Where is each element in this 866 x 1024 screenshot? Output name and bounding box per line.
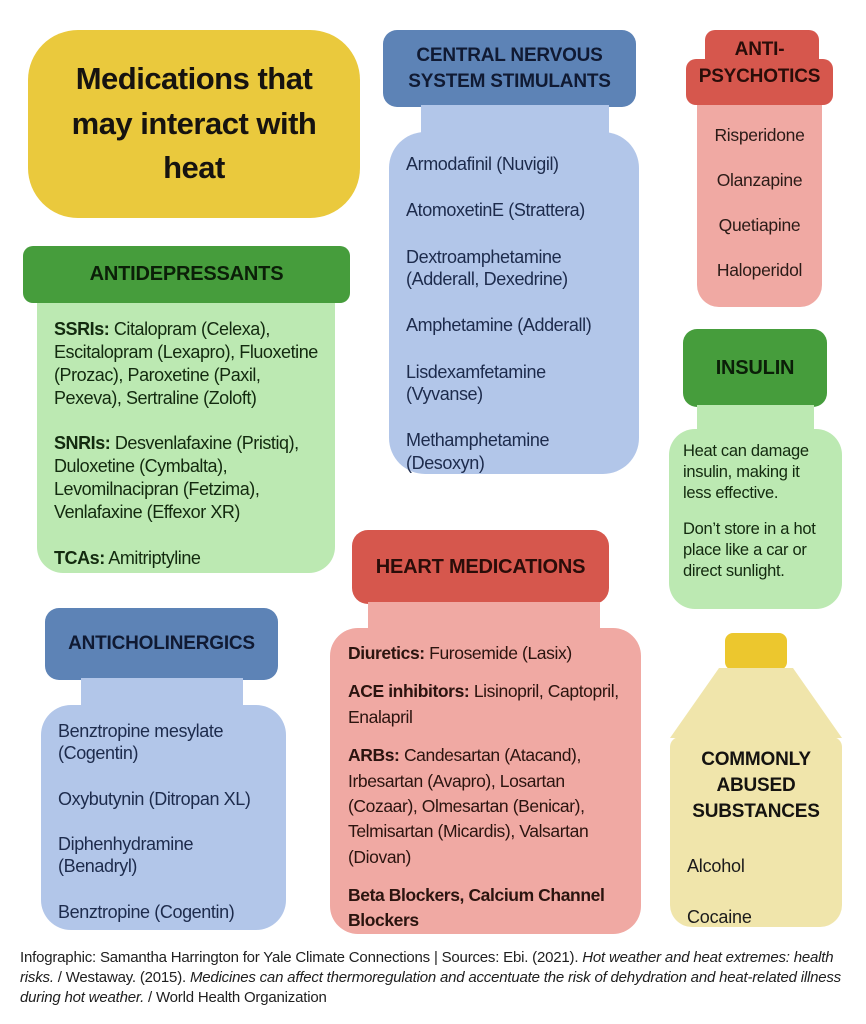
heart-group-arbs (348, 743, 623, 870)
abused-substances-header: COMMONLY ABUSED SUBSTANCES (692, 749, 820, 823)
cns-item: Amphetamine (Adderall) (406, 315, 592, 336)
heart-medications-header: HEART MEDICATIONS (352, 530, 609, 604)
insulin-bottle-body (669, 429, 842, 609)
antipsychotics-item: Risperidone (714, 125, 805, 145)
insulin-paragraph: Don’t store in a hot place like a car or direct sunlight. (683, 520, 816, 580)
heart-bold-line: Beta Blockers, Calcium Channel Blockers (348, 885, 605, 931)
cns-item: Methamphetamine (Desoxyn) (406, 430, 550, 473)
footer-credits (20, 948, 850, 1008)
footer-segment-italic: Hot weather and heat extremes: health risks. (20, 949, 834, 986)
heart-bottle-body (330, 628, 641, 934)
antidepressants-body (37, 303, 335, 573)
group-text: Furosemide (Lasix) (424, 643, 572, 663)
anticholinergics-item: Benztropine (Cogentin) (58, 901, 235, 922)
footer-segment-italic: Medicines can affect thermoregulation and accentuate the risk of dehydration and heat-related illness during hot weather. (20, 968, 841, 1006)
antidepressants-group-snri (54, 432, 318, 523)
anticholinergics-item: Benztropine mesylate (Cogentin) (58, 721, 224, 764)
heart-bottle-neck (368, 602, 600, 630)
heart-group-diuretics (348, 641, 623, 666)
anticholinergics-header: ANTICHOLINERGICS (45, 608, 278, 680)
group-text: Candesartan (Atacand), Irbesartan (Avapro), Losartan (Cozaar), Olmesartan (Benicar), Telmisartan (Micardis), Valsartan (Diovan) (348, 745, 589, 867)
anticholinergics-item: Diphenhydramine (Benadryl) (58, 833, 194, 877)
insulin-header: INSULIN (683, 329, 827, 407)
antipsychotics-item: Quetiapine (718, 215, 801, 235)
heart-group-ace (348, 679, 623, 730)
liquor-bottle-neck (670, 668, 842, 738)
cns-header: CENTRAL NERVOUS SYSTEM STIMULANTS (383, 30, 636, 107)
anticholinergics-bottle-body (41, 705, 286, 930)
antipsychotics-header: ANTI-PSYCHOTICS (698, 39, 821, 87)
group-text: Amitriptyline (104, 547, 201, 568)
insulin-bottle-neck (697, 405, 814, 431)
title-box (28, 30, 360, 218)
liquor-bottle-cap (725, 633, 787, 670)
anticholinergics-item: Oxybutynin (Ditropan XL) (58, 788, 251, 809)
group-label: TCAs: (54, 547, 105, 568)
cns-item: Armodafinil (Nuvigil) (406, 154, 559, 174)
antipsychotics-item: Haloperidol (716, 260, 803, 280)
cns-item: AtomoxetinE (Strattera) (406, 200, 585, 221)
antidepressants-header: ANTIDEPRESSANTS (23, 246, 350, 303)
footer-segment: / World Health Organization (144, 988, 327, 1006)
liquor-bottle-body (670, 737, 842, 927)
cns-bottle-neck (421, 105, 609, 134)
group-text: Desvenlafaxine (Pristiq), Duloxetine (Cymbalta), Levomilnacipran (Fetzima), Venlafaxine (Effexor XR) (54, 433, 299, 523)
antidepressants-group-ssri (54, 318, 318, 409)
infographic-title: Medications that may interact with heat (71, 60, 317, 186)
anticholinergics-bottle-neck (81, 678, 243, 707)
abused-item: Cocaine (687, 906, 752, 927)
group-label: SSRIs: (54, 319, 110, 339)
footer-segment: / Westaway. (2015). (53, 968, 190, 986)
group-label: ACE inhibitors: (348, 681, 470, 702)
antipsychotics-bottle-body (697, 105, 822, 307)
antipsychotics-item: Olanzapine (716, 170, 803, 190)
abused-item: Alcohol (687, 855, 745, 876)
group-label: Diuretics: (348, 643, 425, 663)
cns-item: Lisdexamfetamine (Vyvanse) (406, 361, 546, 404)
antidepressants-group-tca (54, 547, 318, 570)
group-text: Lisinopril, Captopril, Enalapril (348, 681, 619, 727)
group-text: Citalopram (Celexa), Escitalopram (Lexapro), Fluoxetine (Prozac), Paroxetine (Paxil, Pexeva), Sertraline (Zoloft) (54, 319, 318, 408)
insulin-paragraph: Heat can damage insulin, making it less effective. (683, 442, 809, 502)
group-label: SNRIs: (54, 433, 111, 454)
cns-item: Dextroamphetamine (Adderall, Dexedrine) (406, 246, 568, 289)
cns-bottle-body (389, 132, 639, 474)
group-label: ARBs: (348, 745, 400, 766)
footer-segment: Infographic: Samantha Harrington for Yale Climate Connections | Sources: Ebi. (2021). (20, 949, 583, 966)
